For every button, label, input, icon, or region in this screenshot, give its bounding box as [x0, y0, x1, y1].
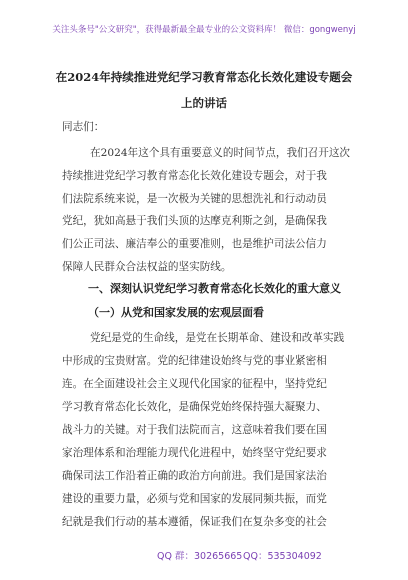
footer-qq-contact: QQ：535304092: [243, 551, 322, 562]
paragraph-line: 家治理体系和治理能力现代化进程中，始终坚守党纪要求: [62, 447, 327, 459]
salutation: 同志们：: [62, 121, 105, 133]
paragraph-line: 党纪，犹如高悬于我们头顶的达摩克利斯之剑，是确保我: [62, 215, 327, 227]
paragraph-line: 在2024年这个具有重要意义的时间节点，我们召开这次: [90, 147, 351, 159]
section-heading-1: 一、深刻认识党纪学习教育常态化长效化的重大意义: [88, 282, 341, 295]
paragraph-line: 党纪是党的生命线，是党在长期革命、建设和改革实践: [90, 332, 345, 344]
paragraph-line: 中形成的宝贵财富。党的纪律建设始终与党的事业紧密相: [62, 355, 327, 367]
paragraph-line: 们法院系统来说，是一次极为关键的思想洗礼和行动动员: [62, 193, 327, 205]
paragraph-line: 建设的重要力量，必须与党和国家的发展同频共振，而党: [62, 493, 327, 505]
paragraph-line: 学习教育常态化长效化，是确保党始终保持强大凝聚力、: [62, 401, 327, 413]
paragraph-line: 连。在全面建设社会主义现代化国家的征程中，坚持党纪: [62, 378, 327, 390]
subsection-heading-1: （一）从党和国家发展的宏观层面看: [88, 306, 264, 319]
footer-qq-group: QQ 群：30265665: [157, 551, 243, 562]
paragraph-line: 纪就是我们行动的基本遵循，保证我们在复杂多变的社会: [62, 516, 327, 528]
document-title-line-2: 上的讲话: [181, 96, 227, 110]
paragraph-line: 持续推进党纪学习教育常态化长效化建设专题会，对于我: [62, 170, 327, 182]
paragraph-line: 保障人民群众合法权益的坚实防线。: [62, 261, 232, 273]
paragraph-line: 确保司法工作沿着正确的政治方向前进。我们是国家法治: [62, 470, 327, 482]
paragraph-line: 战斗力的关键。对于我们法院而言，这意味着我们要在国: [62, 424, 327, 436]
paragraph-line: 们公正司法、廉洁奉公的重要准则，也是维护司法公信力: [62, 238, 327, 250]
header-note: 关注头条号"公文研究"，获得最新最全最专业的公文资料库！ 微信：gongwenyj: [52, 25, 356, 35]
document-title-line-1: 在2024年持续推进党纪学习教育常态化长效化建设专题会: [55, 70, 353, 84]
